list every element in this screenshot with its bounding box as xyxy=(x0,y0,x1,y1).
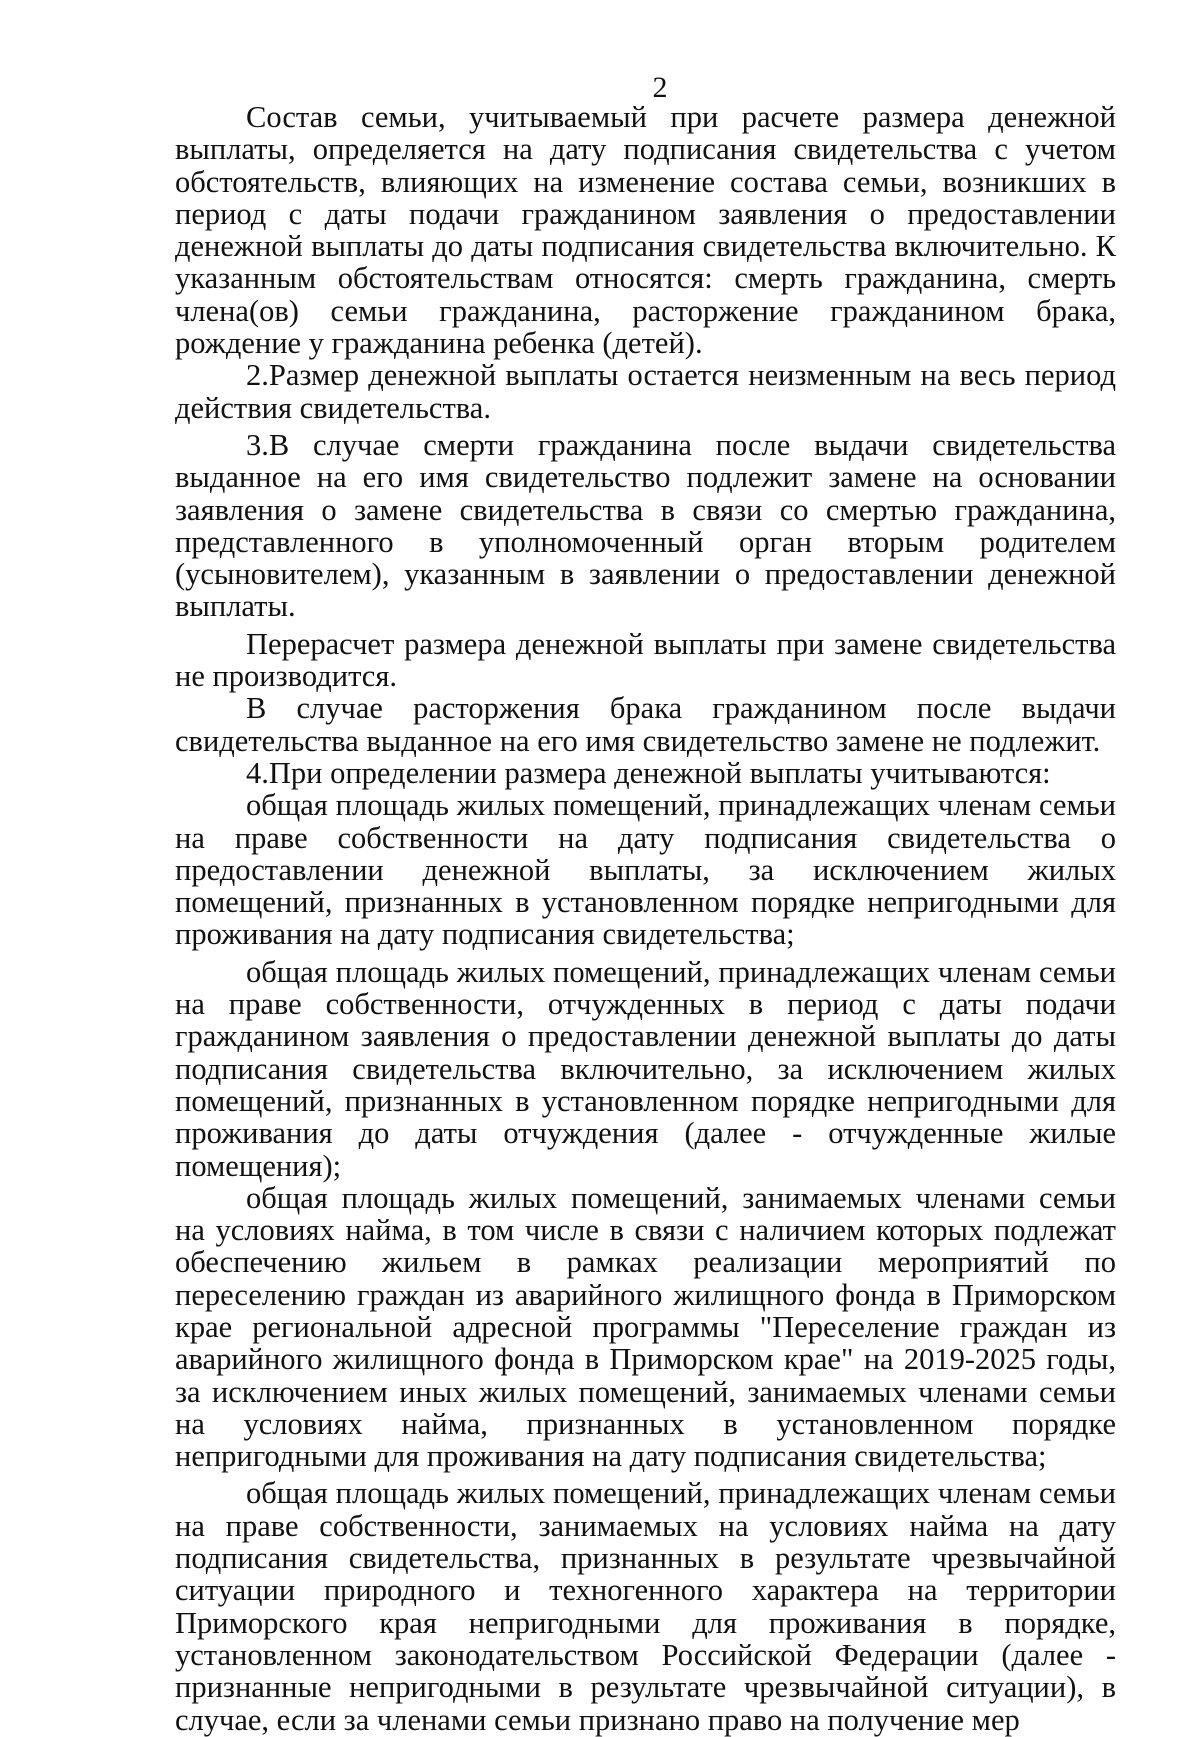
page-number: 2 xyxy=(652,71,668,104)
paragraph-divorce: В случае расторжения брака гражданином после выдачи свидетельства выданное на его имя свидетельство замене не подлежит. xyxy=(175,691,1116,758)
paragraph-rented-area: общая площадь жилых помещений, занимаемых членами семьи на условиях найма, в том числе в связи с наличием которых подлежат обеспечению жильем в рамках реализации мероприятий по переселению граждан из аварийного жилищного фонда в Приморском крае региональной адресной программы "Переселение граждан из аварийного жилищного фонда в Приморском крае" на 2019-2025 годы, за исключением иных жилых помещений, занимаемых членами семьи на условиях найма, признанных в установленном порядке непригодными для проживания на дату подписания свидетельства; xyxy=(175,1180,1116,1474)
paragraph-family-composition: Состав семьи, учитываемый при расчете размера денежной выплаты, определяется на дату подписания свидетельства с учетом обстоятельств, влияющих на изменение состава семьи, возникших в период с даты подачи гражданином заявления о предоставлении денежной выплаты до даты подписания свидетельства включительно. К указанным обстоятельствам относятся: смерть гражданина, смерть члена(ов) семьи гражданина, расторжение гражданином брака, рождение у гражданина ребенка (детей). xyxy=(175,100,1116,361)
paragraph-owned-area: общая площадь жилых помещений, принадлежащих членам семьи на праве собственности на дату подписания свидетельства о предоставлении денежной выплаты, за исключением жилых помещений, признанных в установленном порядке непригодными для проживания на дату подписания свидетельства; xyxy=(175,788,1116,952)
paragraph-item-4: 4.При определении размера денежной выплаты учитываются: xyxy=(246,755,1051,790)
document-body xyxy=(175,101,1116,1736)
paragraph-recalculation: Перерасчет размера денежной выплаты при замене свидетельства не производится. xyxy=(175,626,1116,694)
paragraph-emergency-area: общая площадь жилых помещений, принадлежащих членам семьи на праве собственности, занимаемых на условиях найма на дату подписания свидетельства, признанных в результате чрезвычайной ситуации природного и техногенного характера на территории Приморского края непригодными для проживания в порядке, установленном законодательством Российской Федерации (далее - признанные непригодными в результате чрезвычайной ситуации), в случае, если за членами семьи признано право на получение мер xyxy=(175,1476,1116,1737)
paragraph-item-2: 2.Размер денежной выплаты остается неизменным на весь период действия свидетельства. xyxy=(175,358,1116,425)
paragraph-item-3: 3.В случае смерти гражданина после выдачи свидетельства выданное на его имя свидетельство подлежит замене на основании заявления о замене свидетельства в связи со смертью гражданина, представленного в уполномоченный орган вторым родителем (усыновителем), указанным в заявлении о предоставлении денежной выплаты. xyxy=(175,427,1116,624)
paragraph-alienated-area: общая площадь жилых помещений, принадлежащих членам семьи на праве собственности, отчужденных в период с даты подачи гражданином заявления о предоставлении денежной выплаты до даты подписания свидетельства включительно, за исключением жилых помещений, признанных в установленном порядке непригодными для проживания до даты отчуждения (далее - отчужденные жилые помещения); xyxy=(175,954,1116,1183)
